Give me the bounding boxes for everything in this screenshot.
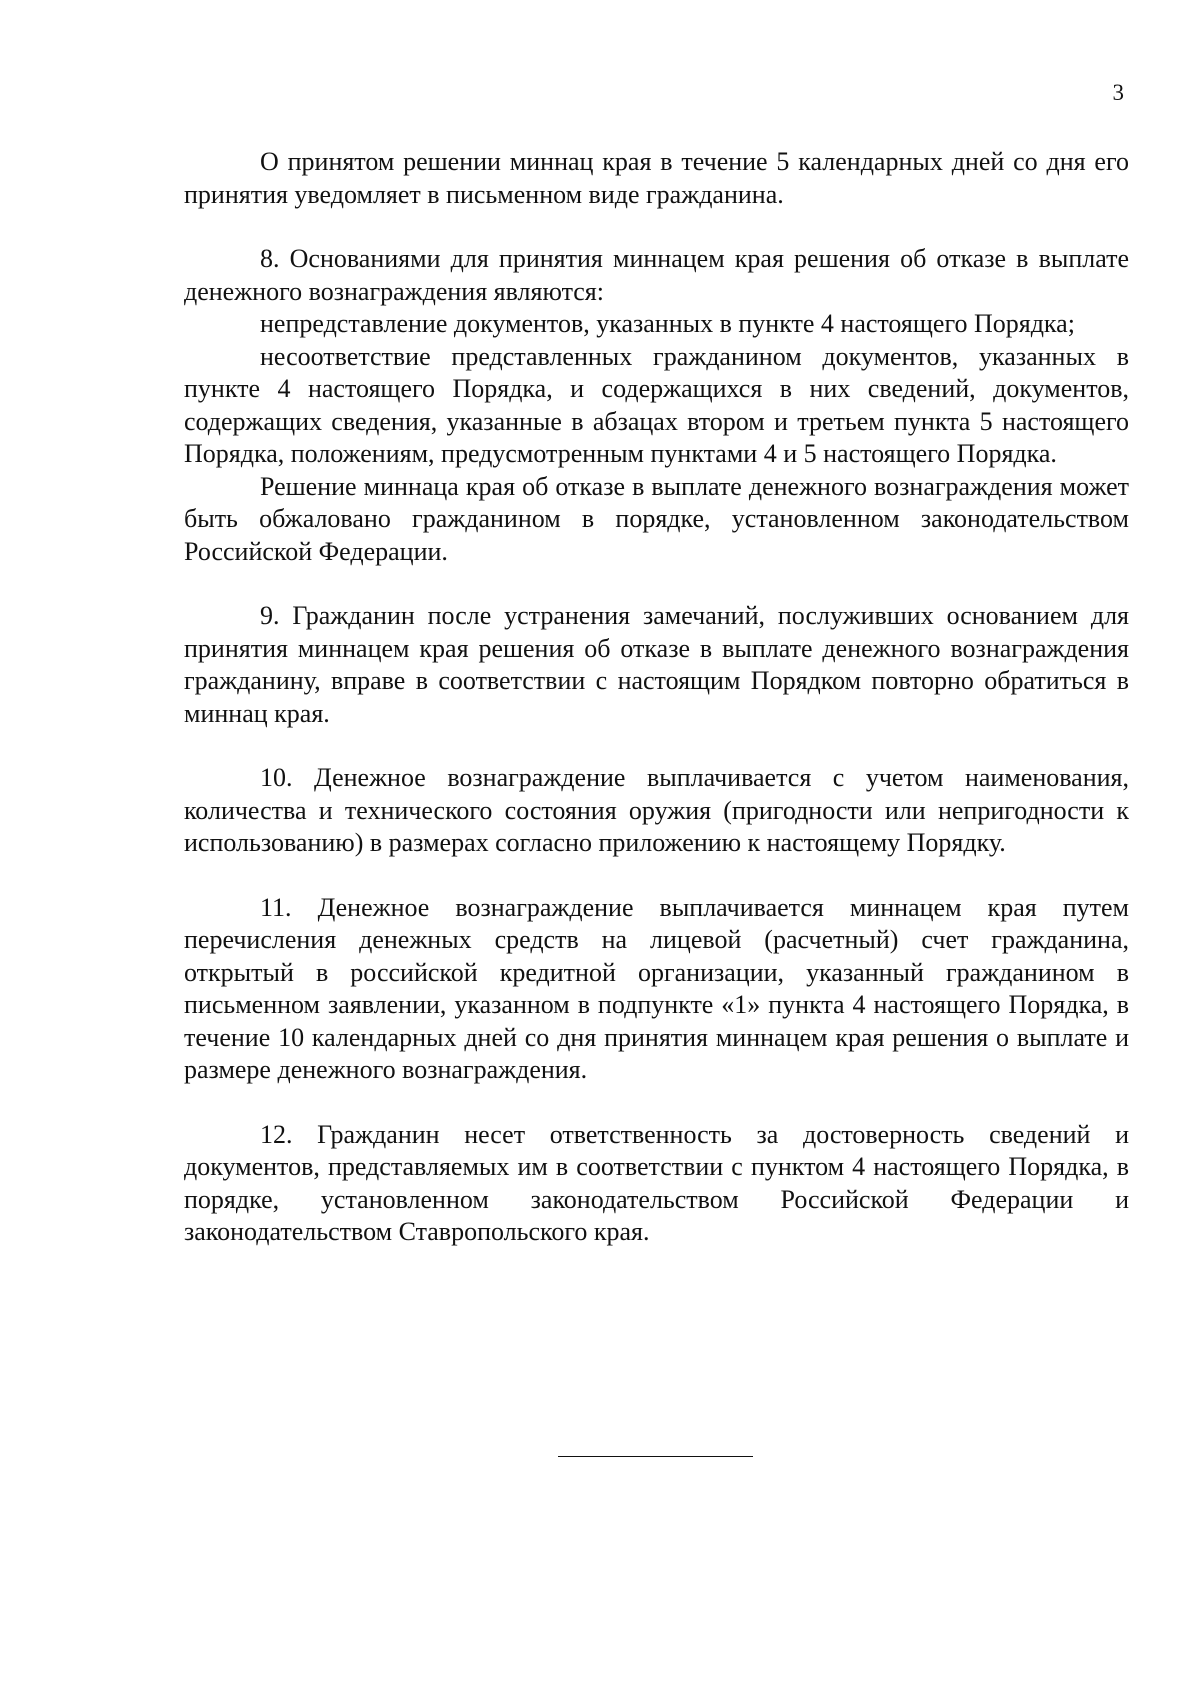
paragraph-item-11: 11. Денежное вознаграждение выплачивается миннацем края путем перечисления денежных средств на лицевой (расчетный) счет гражданина, открытый в российской кредитной организации, указанный гражданином в письменном заявлении, указанном в подпункте «1» пункта 4 настоящего Порядка, в течение 10 календарных дней со дня принятия миннацем края решения о выплате и размере денежного вознаграждения. [184,892,1129,1084]
paragraph-item-8: 8. Основаниями для принятия миннацем края решения об отказе в выплате денежного вознаграждения являются: [184,244,1129,306]
paragraph-item-8-ground-1: непредставление документов, указанных в пункте 4 настоящего Порядка; [260,309,1075,338]
end-of-document-rule [558,1456,753,1457]
paragraph-item-8-ground-2: несоответствие представленных гражданином документов, указанных в пункте 4 настоящего Порядка, и содержащихся в них сведений, документов, содержащих сведения, указанные в абзацах втором и третьем пункта 5 настоящего Порядка, положениям, предусмотренным пунктами 4 и 5 настоящего Порядка. [184,341,1129,468]
paragraph-item-8-appeal: Решение миннаца края об отказе в выплате денежного вознаграждения может быть обжаловано гражданином в порядке, установленном законодательством Российской Федерации. [184,471,1129,566]
paragraph-decision-notice: О принятом решении миннац края в течение 5 календарных дней со дня его принятия уведомляет в письменном виде гражданина. [184,147,1129,209]
paragraph-item-9: 9. Гражданин после устранения замечаний, послуживших основанием для принятия миннацем края решения об отказе в выплате денежного вознаграждения гражданину, вправе в соответствии с настоящим Порядком повторно обратиться в миннац края. [184,601,1129,728]
page-number: 3 [1112,80,1124,105]
paragraph-item-12: 12. Гражданин несет ответственность за достоверность сведений и документов, представляемых им в соответствии с пунктом 4 настоящего Порядка, в порядке, установленном законодательством Российской Федерации и законодательством Ставропольского края. [184,1119,1129,1246]
document-body [184,146,1129,1249]
paragraph-item-10: 10. Денежное вознаграждение выплачивается с учетом наименования, количества и технического состояния оружия (пригодности или непригодности к использованию) в размерах согласно приложению к настоящему Порядку. [184,763,1129,857]
